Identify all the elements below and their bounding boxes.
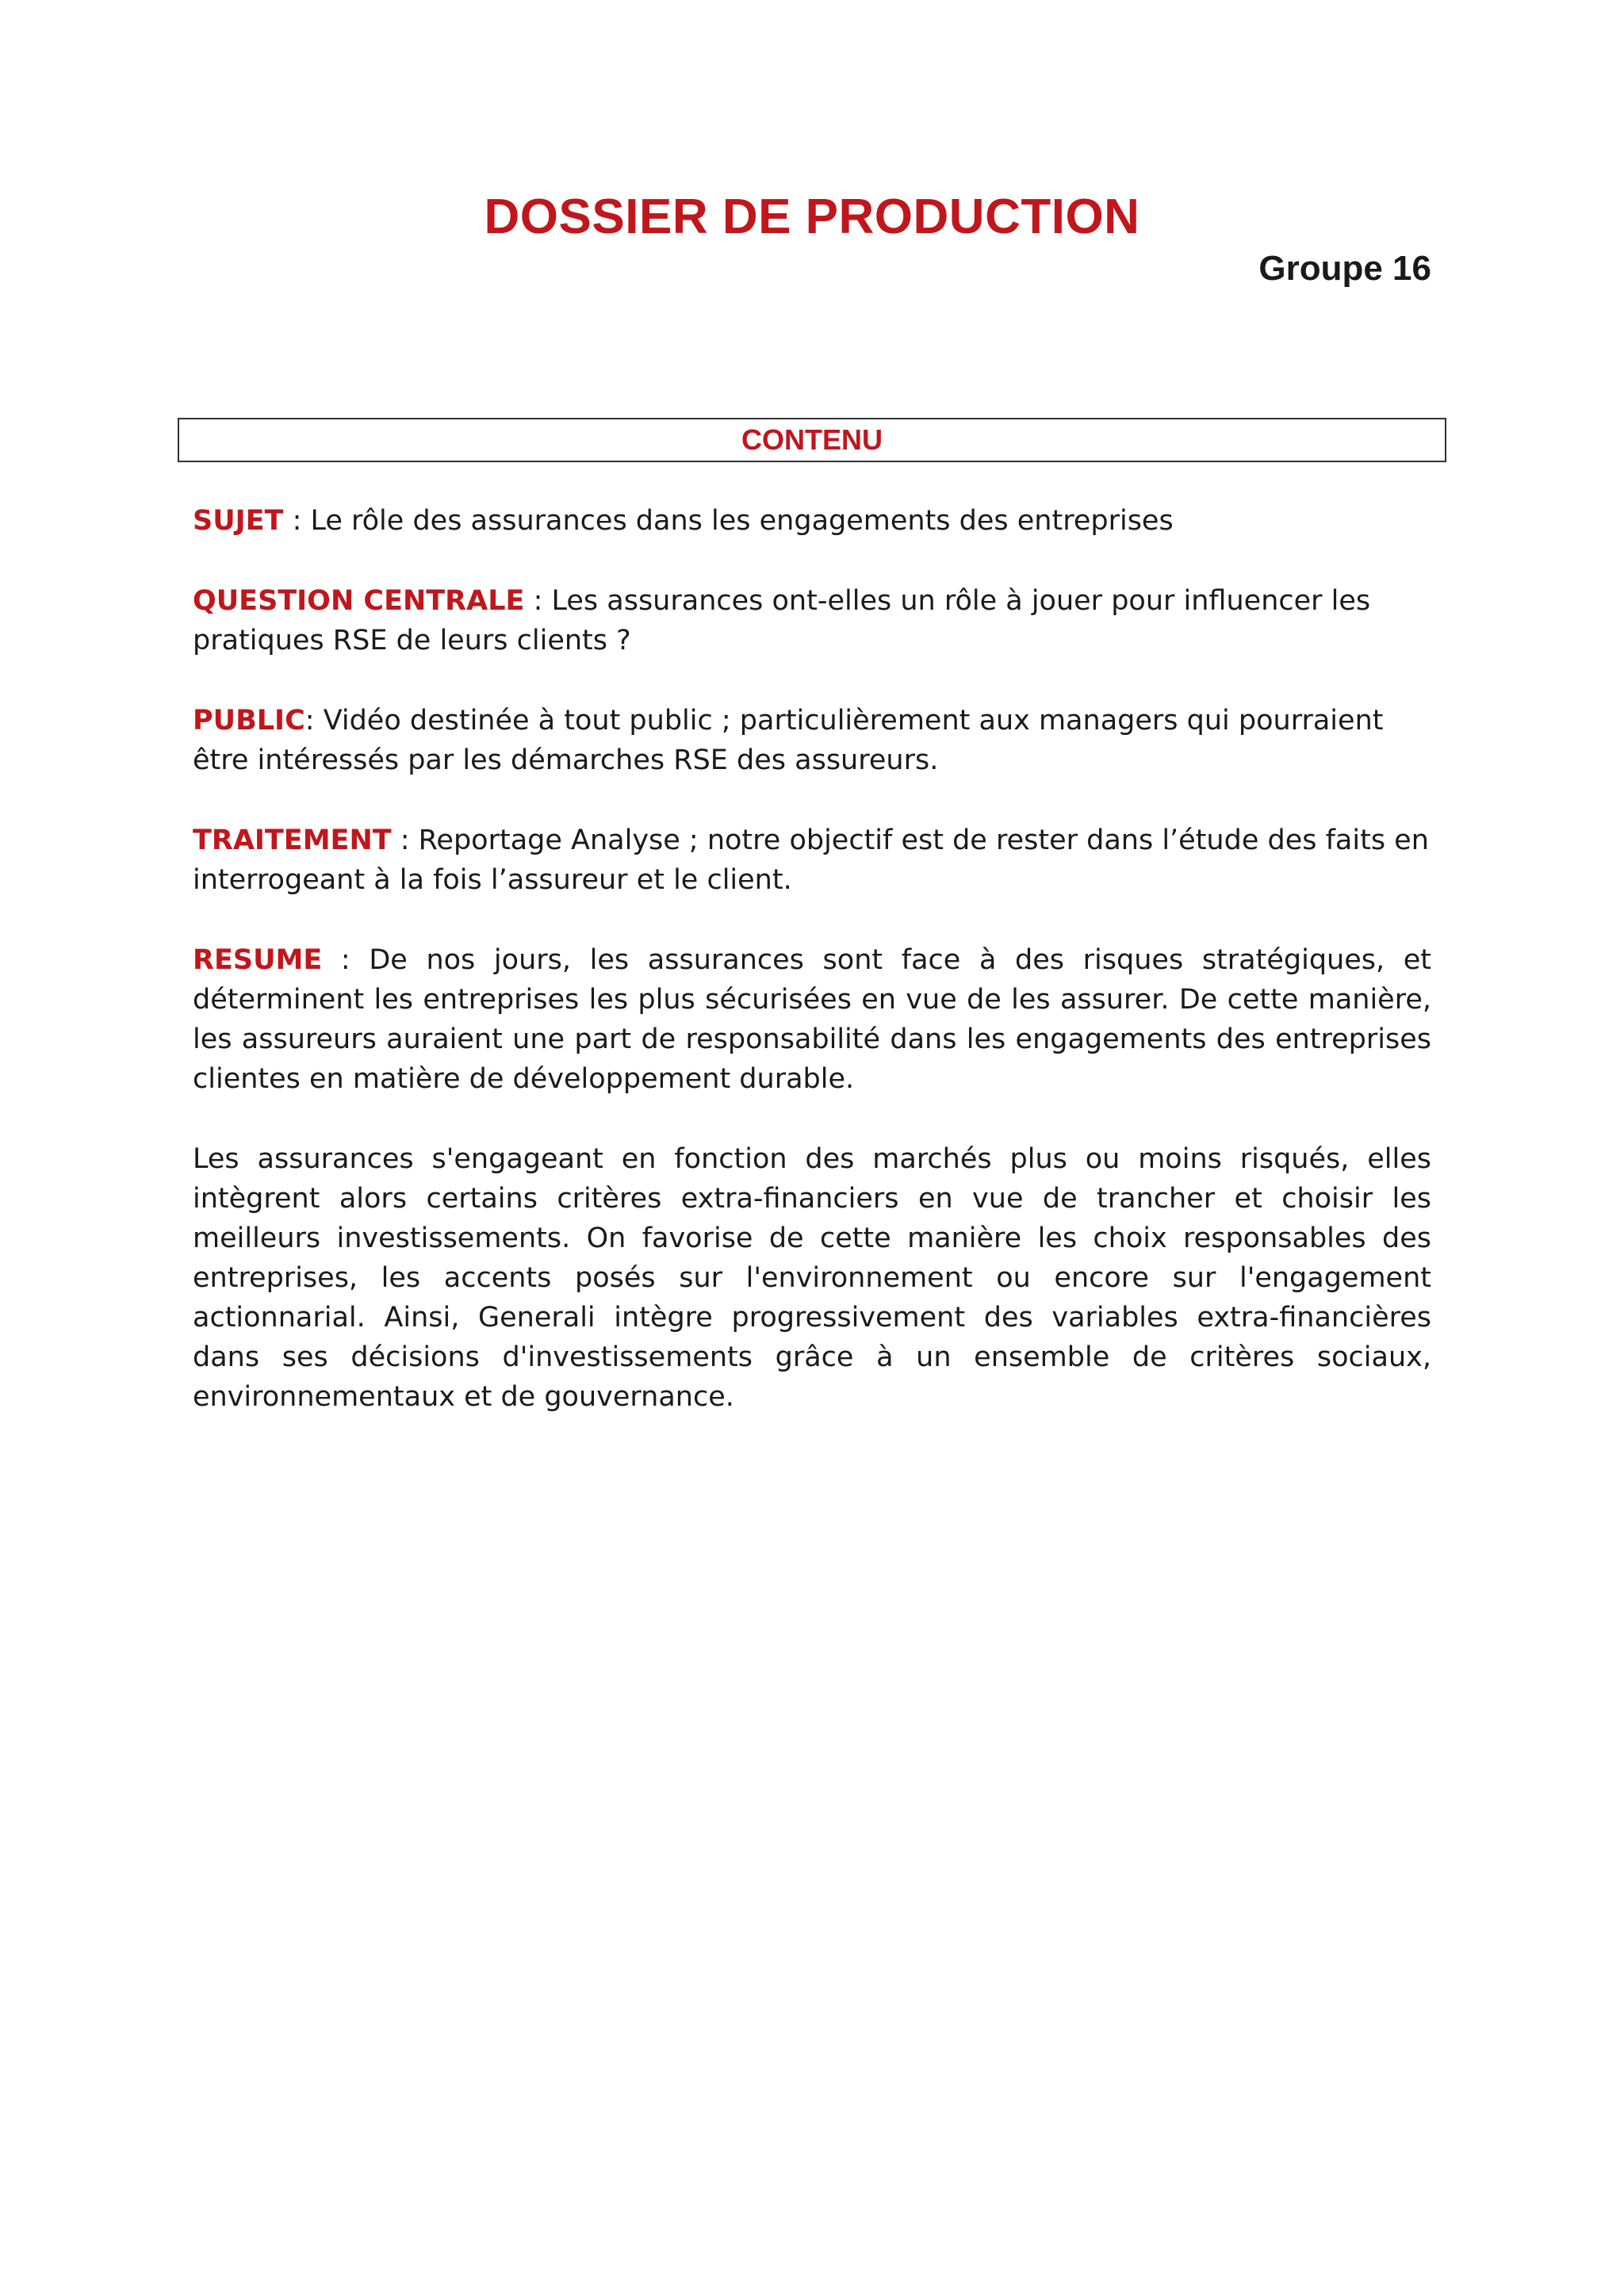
entry-key: RESUME xyxy=(193,944,323,976)
entry-separator: : xyxy=(304,705,324,737)
content-section-header xyxy=(178,418,1446,462)
entry-separator: : xyxy=(322,944,370,976)
entry-separator: : xyxy=(283,505,311,537)
entry-key: TRAITEMENT xyxy=(193,825,392,856)
content-body xyxy=(193,501,1431,1457)
closing-paragraph: Les assurances s'engageant en fonction des marchés plus ou moins risqués, elles intègrent alors certains critères extra-financiers en vue de trancher et choisir les meilleurs investissements. On favorise de cette manière les choix responsables des entreprises, les accents posés sur l'environnement ou encore sur l'engagement actionnarial. Ainsi, Generali intègre progressivement des variables extra-financières dans ses décisions d'investissements grâce à un ensemble de critères sociaux, environnementaux et de gouvernance. xyxy=(193,1143,1431,1413)
entry-text: De nos jours, les assurances sont face à des risques stratégiques, et déterminent les entreprises les plus sécurisées en vue de les assurer. De cette manière, les assureurs auraient une part de responsabilité dans les engagements des entreprises clientes en matière de développement durable. xyxy=(193,944,1432,1095)
entry-resume xyxy=(193,940,1431,1099)
entry-key: SUJET xyxy=(193,505,284,537)
entry-traitement xyxy=(193,821,1431,900)
entry-key: PUBLIC xyxy=(193,705,305,737)
entry-text: Vidéo destinée à tout public ; particulièrement aux managers qui pourraient être intéressés par les démarches RSE des assureurs. xyxy=(193,705,1384,776)
entry-question-centrale xyxy=(193,581,1431,660)
entry-public xyxy=(193,701,1431,780)
entry-text: Les assurances ont-elles un rôle à jouer pour influencer les pratiques RSE de leurs clients ? xyxy=(193,585,1371,656)
section-heading: CONTENU xyxy=(741,423,883,456)
entry-separator: : xyxy=(391,825,419,856)
entry-separator: : xyxy=(524,585,552,617)
entry-key: QUESTION CENTRALE xyxy=(193,585,525,617)
group-label: Groupe 16 xyxy=(1258,249,1431,288)
document-title: DOSSIER DE PRODUCTION xyxy=(484,189,1140,244)
entry-sujet xyxy=(193,501,1431,541)
entry-text: Le rôle des assurances dans les engagements des entreprises xyxy=(310,505,1174,537)
entry-text: Reportage Analyse ; notre objectif est de rester dans l’étude des faits en interrogeant à la fois l’assureur et le client. xyxy=(193,825,1429,896)
